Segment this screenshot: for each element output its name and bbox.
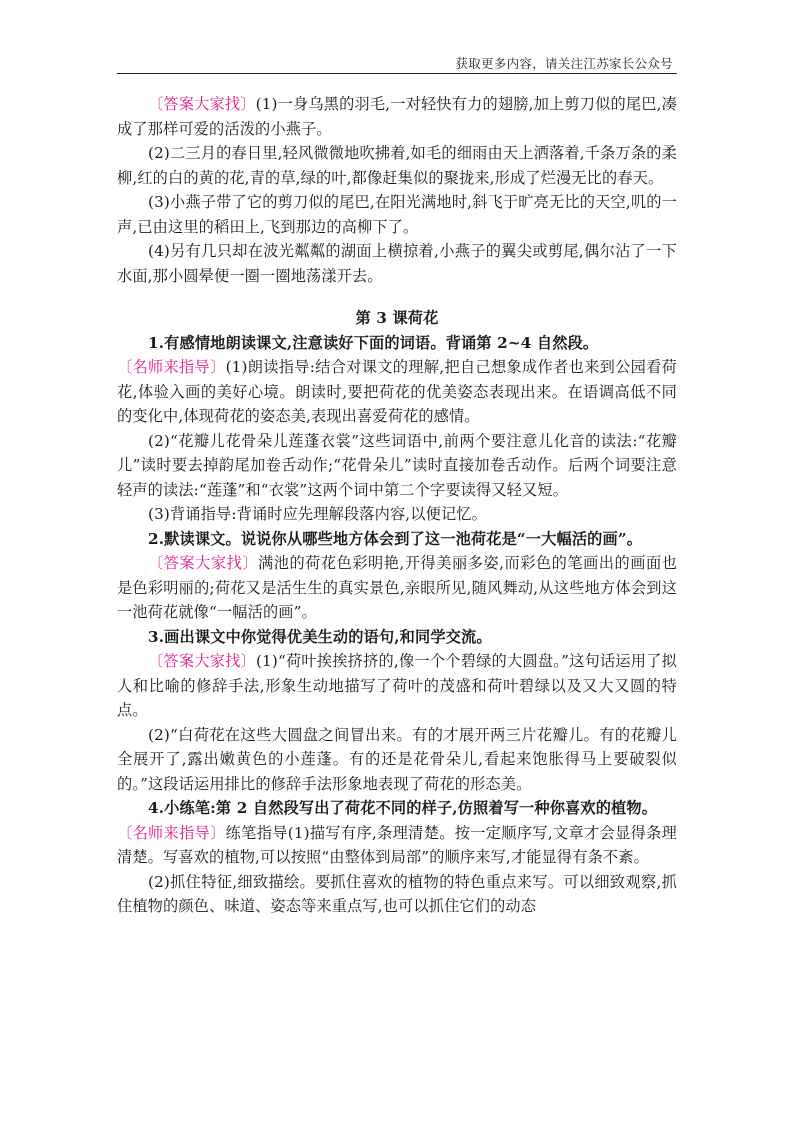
question-1: 1.有感情地朗读课文,注意读好下面的词语。背诵第 2~4 自然段。 <box>148 333 599 352</box>
answer-tag: 〔答案大家找〕 <box>148 652 256 670</box>
question-3: 3.画出课文中你觉得优美生动的语句,和同学交流。 <box>148 627 492 646</box>
answer-text-q3-1: (1)“荷叶挨挨挤挤的,像一个个碧绿的大圆盘。”这句话运用了拟人和比喻的修辞手法,形象生动地描写了荷叶的茂盛和荷叶碧绿以及又大又圆的特点。 <box>117 652 677 719</box>
answer-tag: 〔答案大家找〕 <box>148 554 259 572</box>
guide-text-q4-1: 练笔指导(1)描写有序,条理清楚。按一定顺序写,文章才会显得条理清楚。写喜欢的植物,可以按照“由整体到局部”的顺序来写,才能显得有条不紊。 <box>117 823 677 866</box>
answer-paragraph-4: (4)另有几只却在波光粼粼的湖面上横掠着,小燕子的翼尖或剪尾,偶尔沾了一下水面,那小圆晕便一圈一圈地荡漾开去。 <box>117 242 677 285</box>
header-text: 获取更多内容，请关注江苏家长公众号 <box>455 56 673 71</box>
question-2-answer <box>117 551 677 625</box>
question-1-guide-2: (2)“花瓣儿花骨朵儿莲蓬衣裳”这些词语中,前两个要注意儿化音的读法:“花瓣儿”读时要去掉韵尾加卷舌动作;“花骨朵儿”读时直接加卷舌动作。后两个词要注意轻声的读法:“莲蓬”和“衣裳”这两个词中第二个字要读得又轻又短。 <box>117 431 677 499</box>
page-content <box>117 92 677 919</box>
lesson-title: 第 3 课荷花 <box>355 309 439 327</box>
question-4-guide-1 <box>117 821 677 870</box>
answer-tag: 〔答案大家找〕 <box>148 95 256 113</box>
answer-text-1: (1)一身乌黑的羽毛,一对轻快有力的翅膀,加上剪刀似的尾巴,凑成了那样可爱的活泼的小燕子。 <box>117 95 677 138</box>
question-3-answer-2: (2)“白荷花在这些大圆盘之间冒出来。有的才展开两三片花瓣儿。有的花瓣儿全展开了,露出嫩黄色的小莲蓬。有的还是花骨朵儿,看起来饱胀得马上要破裂似的。”这段话运用排比的修辞手法形象地表现了荷花的形态美。 <box>117 725 677 793</box>
answer-text-q2: 满池的荷花色彩明艳,开得美丽多姿,而彩色的笔画出的画面也是色彩明丽的;荷花又是活生生的真实景色,亲眼所见,随风舞动,从这些地方体会到这一池荷花就像“一幅活的画”。 <box>117 554 677 621</box>
question-1-guide-3: (3)背诵指导:背诵时应先理解段落内容,以便记忆。 <box>148 505 487 523</box>
guide-text-1: (1)朗读指导:结合对课文的理解,把自己想象成作者也来到公园看荷花,体验入画的美好心境。朗读时,要把荷花的优美姿态表现出来。在语调高低不同的变化中,体现荷花的姿态美,表现出喜爱荷花的感情。 <box>117 358 677 425</box>
answer-paragraph-2: (2)二三月的春日里,轻风微微地吹拂着,如毛的细雨由天上洒落着,千条万条的柔柳,红的白的黄的花,青的草,绿的叶,都像赶集似的聚拢来,形成了烂漫无比的春天。 <box>117 144 677 187</box>
teacher-tag: 〔名师来指导〕 <box>117 358 226 376</box>
answer-paragraph-3: (3)小燕子带了它的剪刀似的尾巴,在阳光满地时,斜飞于旷亮无比的天空,叽的一声,已由这里的稻田上,飞到那边的高柳下了。 <box>117 193 677 236</box>
page-header <box>117 53 677 74</box>
question-2: 2.默读课文。说说你从哪些地方体会到了这一池荷花是“一大幅活的画”。 <box>148 529 643 548</box>
question-3-answer-1 <box>117 649 677 723</box>
answer-paragraph-1 <box>117 92 677 141</box>
question-4-guide-2: (2)抓住特征,细致描绘。要抓住喜欢的植物的特色重点来写。可以细致观察,抓住植物的颜色、味道、姿态等来重点写,也可以抓住它们的动态 <box>117 872 677 915</box>
question-4: 4.小练笔:第 2 自然段写出了荷花不同的样子,仿照着写一种你喜欢的植物。 <box>148 799 658 817</box>
teacher-tag: 〔名师来指导〕 <box>117 823 226 842</box>
question-1-guide-1 <box>117 355 677 429</box>
